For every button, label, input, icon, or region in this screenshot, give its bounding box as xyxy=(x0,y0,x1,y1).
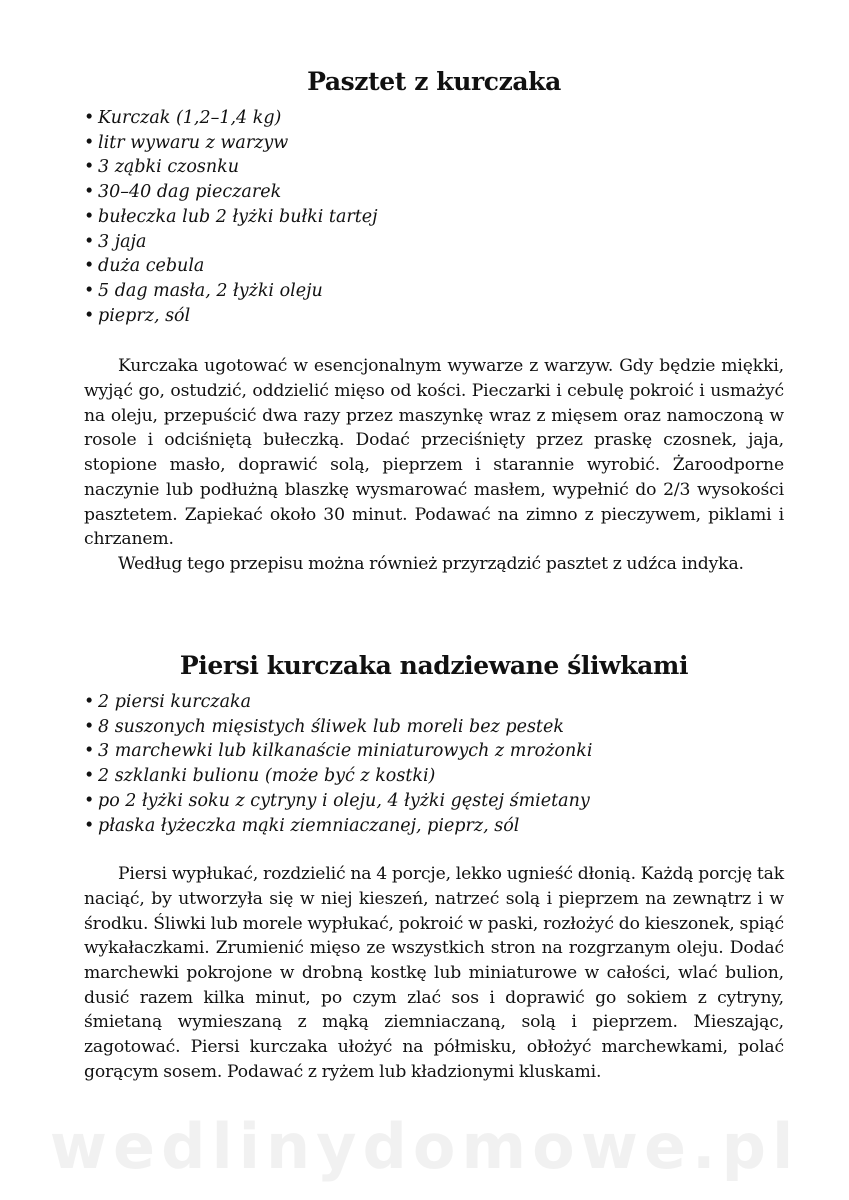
bullet-icon: • xyxy=(84,108,95,128)
ingredient-text: 30–40 dag pieczarek xyxy=(98,182,282,203)
ingredient-item xyxy=(84,279,784,304)
ingredient-item xyxy=(84,764,784,789)
ingredient-text: 2 piersi kurczaka xyxy=(98,692,252,712)
ingredient-text: duża cebula xyxy=(98,256,205,277)
ingredient-item xyxy=(84,180,784,205)
recipe-instructions xyxy=(84,862,784,1084)
instruction-paragraph: Kurczaka ugotować w esencjonalnym wywarze z warzyw. Gdy będzie miękki, wyjąć go, ostudzić, oddzielić mięso od kości. Pieczarki i cebulę pokroić i usmażyć na oleju, przepuścić dwa razy przez maszynkę wraz z mięsem oraz namoczoną w rosole i odciśniętą bułeczką. Dodać przeciśnięty przez praskę czosnek, jaja, stopione masło, doprawić solą, pieprzem i starannie wyrobić. Żaroodporne naczynie lub podłużną blaszkę wysmarować masłem, wypełnić do 2/3 wysokości pasztetem. Zapiekać około 30 minut. Podawać na zimno z pieczywem, piklami i chrzanem. xyxy=(84,356,784,550)
ingredient-item xyxy=(84,304,784,329)
recipe-title: Pasztet z kurczaka xyxy=(307,67,561,96)
bullet-icon: • xyxy=(84,815,95,836)
recipe-pasztet-z-kurczaka xyxy=(84,62,784,577)
ingredient-item xyxy=(84,131,784,156)
ingredient-text: litr wywaru z warzyw xyxy=(98,132,289,153)
ingredient-text: 8 suszonych mięsistych śliwek lub moreli bez pestek xyxy=(98,716,564,737)
bullet-icon: • xyxy=(84,766,95,787)
ingredient-text: 3 marchewki lub kilkanaście miniaturowych z mrożonki xyxy=(98,741,593,762)
bullet-icon: • xyxy=(84,280,95,301)
bullet-icon: • xyxy=(84,157,95,178)
bullet-icon: • xyxy=(84,132,95,153)
recipe-title: Piersi kurczaka nadziewane śliwkami xyxy=(179,651,689,680)
ingredient-item xyxy=(84,814,784,839)
bullet-icon: • xyxy=(84,305,95,326)
ingredient-item xyxy=(84,789,784,814)
ingredient-item xyxy=(84,715,784,740)
instruction-paragraph: Według tego przepisu można również przyrządzić pasztet z udźca indyka. xyxy=(118,553,744,574)
ingredient-list xyxy=(84,106,784,328)
ingredient-text: Kurczak (1,2–1,4 kg) xyxy=(98,108,282,128)
bullet-icon: • xyxy=(84,692,95,712)
ingredient-item xyxy=(84,254,784,279)
ingredient-text: bułeczka lub 2 łyżki bułki tartej xyxy=(98,206,378,227)
ingredient-item xyxy=(84,106,784,131)
ingredient-item xyxy=(84,205,784,230)
recipe-piersi-kurczaka-nadziewane-sliwkami xyxy=(84,646,784,1085)
ingredient-text: 3 ząbki czosnku xyxy=(98,157,239,178)
ingredient-text: po 2 łyżki soku z cytryny i oleju, 4 łyżki gęstej śmietany xyxy=(98,790,590,811)
bullet-icon: • xyxy=(84,182,95,203)
recipe-instructions xyxy=(84,354,784,576)
bullet-icon: • xyxy=(84,206,95,227)
ingredient-text: 2 szklanki bulionu (może być z kostki) xyxy=(98,766,436,787)
ingredient-text: 3 jaja xyxy=(98,231,147,252)
bullet-icon: • xyxy=(84,790,95,811)
ingredient-text: pieprz, sól xyxy=(98,305,191,326)
ingredient-text: 5 dag masła, 2 łyżki oleju xyxy=(98,280,323,301)
ingredient-item xyxy=(84,739,784,764)
ingredient-list xyxy=(84,690,784,838)
bullet-icon: • xyxy=(84,716,95,737)
ingredient-item xyxy=(84,230,784,255)
bullet-icon: • xyxy=(84,741,95,762)
ingredient-item xyxy=(84,155,784,180)
bullet-icon: • xyxy=(84,231,95,252)
watermark: wedlinydomowe.pl xyxy=(49,1110,800,1183)
instruction-paragraph: Piersi wypłukać, rozdzielić na 4 porcje, lekko ugnieść dłonią. Każdą porcję tak naciąć, by utworzyła się w niej kieszeń, natrzeć solą i pieprzem na zewnątrz i w środku. Śliwki lub morele wypłukać, pokroić w paski, rozłożyć do kieszonek, spiąć wykałaczkami. Zrumienić mięso ze wszystkich stron na rozgrzanym oleju. Dodać marchewki pokrojone w drobną kostkę lub miniaturowe w całości, wlać bulion, dusić razem kilka minut, po czym zlać sos i doprawić go sokiem z cytryny, śmietaną wymieszaną z mąką ziemniaczaną, solą i pieprzem. Mieszając, zagotować. Piersi kurczaka ułożyć na półmisku, obłożyć marchewkami, polać gorącym sosem. Podawać z ryżem lub kładzionymi kluskami. xyxy=(84,864,784,1082)
bullet-icon: • xyxy=(84,256,95,277)
ingredient-item xyxy=(84,690,784,715)
ingredient-text: płaska łyżeczka mąki ziemniaczanej, pieprz, sól xyxy=(98,815,520,836)
